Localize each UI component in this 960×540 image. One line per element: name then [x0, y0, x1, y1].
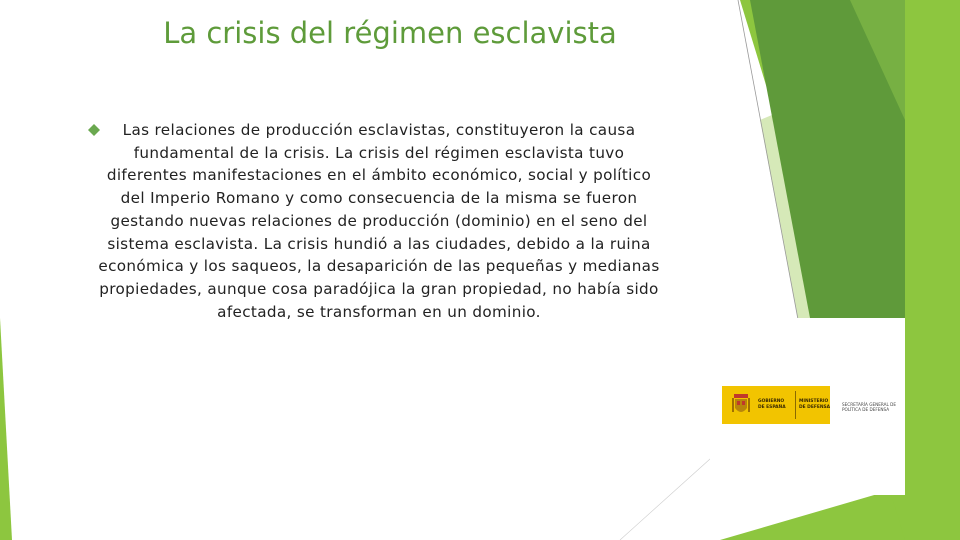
left-edge-green-shape	[0, 318, 12, 540]
logo-gobierno-text: GOBIERNO DE ESPAÑA	[758, 399, 786, 410]
coat-of-arms-icon	[732, 392, 750, 418]
logo-secretaria-text: SECRETARÍA GENERAL DE POLÍTICA DE DEFENSA	[842, 402, 897, 413]
logo-ministerio-text: MINISTERIO DE DEFENSA	[799, 399, 831, 410]
slide-title: La crisis del régimen esclavista	[163, 16, 617, 50]
government-logo	[722, 386, 830, 424]
logo-panel	[710, 318, 905, 495]
thin-gray-line-2	[620, 450, 720, 540]
logo-divider	[795, 391, 796, 419]
body-paragraph: Las relaciones de producción esclavistas, constituyeron la causa fundamental de la crisis. La crisis del régimen esclavista tuvo diferentes manifestaciones en el ámbito económico, social y político del Imperio Romano y como consecuencia de la misma se fueron gestando nuevas relaciones de producción (dominio) en el seno del sistema esclavista. La crisis hundió a las ciudades, debido a la ruina económica y los saqueos, la desaparición de las pequeñas y medianas propiedades, aunque cosa paradójica la gran propiedad, no había sido afectada, se transforman en un dominio.	[98, 121, 660, 321]
